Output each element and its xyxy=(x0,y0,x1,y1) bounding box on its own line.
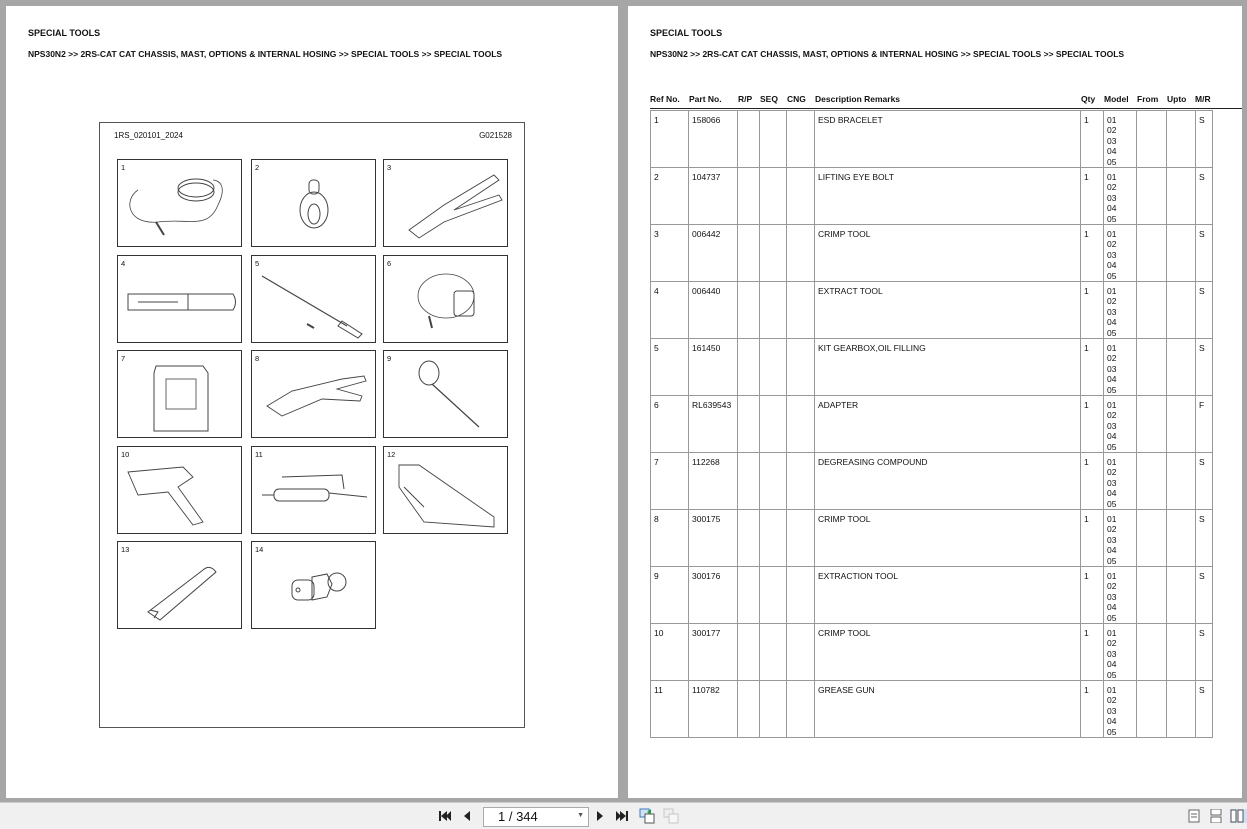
model-code: 04 xyxy=(1107,716,1117,727)
cell-rp xyxy=(738,111,760,167)
cell-ref-no: 5 xyxy=(651,339,689,395)
col-from: From xyxy=(1137,94,1159,104)
model-code: 02 xyxy=(1107,410,1117,421)
page-title: SPECIAL TOOLS xyxy=(650,28,723,38)
two-page-view-icon xyxy=(1230,809,1244,823)
next-view-icon xyxy=(663,808,679,824)
cell-from xyxy=(1137,681,1167,737)
cell-from xyxy=(1137,282,1167,338)
figure-code: 1RS_020101_2024 xyxy=(114,131,183,140)
model-code: 05 xyxy=(1107,441,1117,452)
cell-rp xyxy=(738,510,760,566)
cell-mr: S xyxy=(1199,286,1205,296)
cell-upto xyxy=(1167,168,1196,224)
table-row xyxy=(651,281,1212,338)
cell-from xyxy=(1137,225,1167,281)
cell-mr: S xyxy=(1199,115,1205,125)
viewer-toolbar xyxy=(0,802,1247,829)
model-code: 05 xyxy=(1107,669,1117,680)
breadcrumb: NPS30N2 >> 2RS-CAT CAT CHASSIS, MAST, OPTIONS & INTERNAL HOSING >> SPECIAL TOOLS >> SPECIAL TOOLS xyxy=(650,49,1125,59)
single-page-view-button[interactable] xyxy=(1187,809,1201,823)
cell-model xyxy=(1104,168,1137,224)
cell-cng xyxy=(787,339,815,395)
col-qty: Qty xyxy=(1081,94,1096,104)
gearbox-oil-filling-kit-icon xyxy=(252,256,375,342)
callout-number: 11 xyxy=(255,450,263,459)
cell-cng xyxy=(787,567,815,623)
cell-description: EXTRACTION TOOL xyxy=(815,567,1081,623)
figure-cell xyxy=(117,350,242,438)
cell-seq xyxy=(760,339,787,395)
continuous-view-icon xyxy=(1209,809,1223,823)
figure-cell xyxy=(383,446,508,534)
extraction-tool-icon xyxy=(384,351,507,437)
model-code: 03 xyxy=(1107,648,1117,659)
model-code: 01 xyxy=(1107,571,1117,581)
model-code: 04 xyxy=(1107,146,1117,157)
cell-upto xyxy=(1167,282,1196,338)
callout-number: 13 xyxy=(121,545,130,554)
cell-seq xyxy=(760,453,787,509)
col-ref-no: Ref No. xyxy=(650,94,680,104)
cell-from xyxy=(1137,339,1167,395)
table-row xyxy=(651,509,1212,566)
model-code: 01 xyxy=(1107,286,1117,296)
first-page-button[interactable] xyxy=(436,808,454,824)
right-page xyxy=(628,6,1242,798)
cell-part-no: 006440 xyxy=(689,282,738,338)
cell-model xyxy=(1104,282,1137,338)
model-code: 03 xyxy=(1107,420,1117,431)
cell-seq xyxy=(760,168,787,224)
cell-description: EXTRACT TOOL xyxy=(815,282,1081,338)
model-code: 02 xyxy=(1107,239,1117,250)
cell-upto xyxy=(1167,567,1196,623)
cell-from xyxy=(1137,624,1167,680)
col-part-no: Part No. xyxy=(689,94,722,104)
model-code: 03 xyxy=(1107,591,1117,602)
grease-gun-icon xyxy=(252,447,375,533)
crimp-tool-icon xyxy=(384,160,507,246)
cell-model xyxy=(1104,567,1137,623)
cell-mr: S xyxy=(1199,457,1205,467)
table-row xyxy=(651,395,1212,452)
cell-mr: S xyxy=(1199,514,1205,524)
cell-part-no: 300176 xyxy=(689,567,738,623)
model-code: 05 xyxy=(1107,156,1117,167)
table-row xyxy=(651,224,1212,281)
figure-cell xyxy=(251,541,376,629)
model-code: 04 xyxy=(1107,374,1117,385)
model-code: 03 xyxy=(1107,306,1117,317)
cell-model xyxy=(1104,396,1137,452)
cell-cng xyxy=(787,168,815,224)
cell-upto xyxy=(1167,681,1196,737)
cell-from xyxy=(1137,396,1167,452)
cell-mr: S xyxy=(1199,685,1205,695)
cell-seq xyxy=(760,225,787,281)
cell-rp xyxy=(738,339,760,395)
col-cng: CNG xyxy=(787,94,806,104)
model-code: 04 xyxy=(1107,659,1117,670)
cell-ref-no: 4 xyxy=(651,282,689,338)
model-code: 03 xyxy=(1107,135,1117,146)
two-page-view-button[interactable] xyxy=(1230,809,1247,823)
cell-cng xyxy=(787,396,815,452)
cell-qty: 1 xyxy=(1081,111,1104,167)
cell-description: LIFTING EYE BOLT xyxy=(815,168,1081,224)
cell-model xyxy=(1104,453,1137,509)
model-code: 01 xyxy=(1107,115,1117,125)
cell-upto xyxy=(1167,510,1196,566)
model-code: 04 xyxy=(1107,602,1117,613)
cell-part-no: 104737 xyxy=(689,168,738,224)
callout-number: 14 xyxy=(255,545,264,554)
esd-bracelet-icon xyxy=(118,160,241,246)
table-row xyxy=(651,110,1212,167)
figure-cell xyxy=(117,255,242,343)
parts-figure xyxy=(99,122,525,728)
cell-cng xyxy=(787,681,815,737)
cell-from xyxy=(1137,168,1167,224)
model-code: 05 xyxy=(1107,327,1117,338)
model-code: 01 xyxy=(1107,229,1117,239)
cell-part-no: RL639543 xyxy=(689,396,738,452)
cell-mr: S xyxy=(1199,172,1205,182)
cell-model xyxy=(1104,111,1137,167)
cell-description: ESD BRACELET xyxy=(815,111,1081,167)
page-number-select[interactable] xyxy=(483,807,589,827)
next-page-icon xyxy=(595,810,605,822)
cell-upto xyxy=(1167,396,1196,452)
cell-seq xyxy=(760,111,787,167)
cell-seq xyxy=(760,681,787,737)
cell-seq xyxy=(760,282,787,338)
callout-number: 6 xyxy=(387,259,392,268)
model-code: 04 xyxy=(1107,260,1117,271)
cell-part-no: 161450 xyxy=(689,339,738,395)
model-code: 04 xyxy=(1107,203,1117,214)
model-code: 04 xyxy=(1107,317,1117,328)
callout-number: 10 xyxy=(121,450,130,459)
cell-qty: 1 xyxy=(1081,510,1104,566)
model-code: 01 xyxy=(1107,514,1117,524)
cell-upto xyxy=(1167,111,1196,167)
grease-nipple-icon xyxy=(252,542,375,628)
cell-qty: 1 xyxy=(1081,225,1104,281)
model-code: 04 xyxy=(1107,545,1117,556)
cell-description: CRIMP TOOL xyxy=(815,510,1081,566)
callout-number: 1 xyxy=(121,163,126,172)
model-code: 03 xyxy=(1107,534,1117,545)
cell-model xyxy=(1104,339,1137,395)
cell-qty: 1 xyxy=(1081,282,1104,338)
cell-upto xyxy=(1167,339,1196,395)
cell-ref-no: 3 xyxy=(651,225,689,281)
model-code: 01 xyxy=(1107,343,1117,353)
cell-seq xyxy=(760,624,787,680)
callout-number: 2 xyxy=(255,163,260,172)
col-rp: R/P xyxy=(738,94,753,104)
model-code: 02 xyxy=(1107,125,1117,136)
model-code: 03 xyxy=(1107,249,1117,260)
model-code: 05 xyxy=(1107,498,1117,509)
cell-ref-no: 6 xyxy=(651,396,689,452)
table-row xyxy=(651,623,1212,680)
cell-description: CRIMP TOOL xyxy=(815,624,1081,680)
cell-description: ADAPTER xyxy=(815,396,1081,452)
cell-seq xyxy=(760,510,787,566)
cell-model xyxy=(1104,624,1137,680)
cell-seq xyxy=(760,567,787,623)
cell-description: KIT GEARBOX,OIL FILLING xyxy=(815,339,1081,395)
figure-cell xyxy=(383,159,508,247)
cell-rp xyxy=(738,681,760,737)
cell-from xyxy=(1137,111,1167,167)
cell-cng xyxy=(787,225,815,281)
cell-qty: 1 xyxy=(1081,567,1104,623)
cell-qty: 1 xyxy=(1081,453,1104,509)
model-code: 02 xyxy=(1107,353,1117,364)
cell-part-no: 158066 xyxy=(689,111,738,167)
table-row xyxy=(651,338,1212,395)
figure-cell xyxy=(251,350,376,438)
cell-part-no: 112268 xyxy=(689,453,738,509)
cell-qty: 1 xyxy=(1081,681,1104,737)
cell-part-no: 300175 xyxy=(689,510,738,566)
col-upto: Upto xyxy=(1167,94,1187,104)
cell-mr: S xyxy=(1199,628,1205,638)
degreasing-compound-icon xyxy=(118,351,241,437)
col-seq: SEQ xyxy=(760,94,778,104)
left-page xyxy=(6,6,618,798)
table-row xyxy=(651,680,1212,737)
cell-cng xyxy=(787,453,815,509)
next-view-button[interactable] xyxy=(662,808,680,824)
callout-number: 9 xyxy=(387,354,392,363)
figure-cell xyxy=(117,541,242,629)
cell-ref-no: 9 xyxy=(651,567,689,623)
figure-cell xyxy=(117,446,242,534)
model-code: 01 xyxy=(1107,628,1117,638)
cell-rp xyxy=(738,282,760,338)
cell-description: CRIMP TOOL xyxy=(815,225,1081,281)
cell-cng xyxy=(787,111,815,167)
cell-qty: 1 xyxy=(1081,624,1104,680)
model-code: 05 xyxy=(1107,555,1117,566)
model-code: 05 xyxy=(1107,270,1117,281)
table-header xyxy=(650,94,1242,109)
table-row xyxy=(651,167,1212,224)
callout-number: 4 xyxy=(121,259,126,268)
cell-part-no: 300177 xyxy=(689,624,738,680)
cell-cng xyxy=(787,624,815,680)
cell-qty: 1 xyxy=(1081,168,1104,224)
crimp-tool-icon xyxy=(252,351,375,437)
model-code: 03 xyxy=(1107,705,1117,716)
cell-ref-no: 1 xyxy=(651,111,689,167)
breadcrumb: NPS30N2 >> 2RS-CAT CAT CHASSIS, MAST, OPTIONS & INTERNAL HOSING >> SPECIAL TOOLS >> SPECIAL TOOLS xyxy=(28,49,503,59)
figure-cell xyxy=(251,159,376,247)
cell-rp xyxy=(738,225,760,281)
cell-upto xyxy=(1167,453,1196,509)
previous-page-icon xyxy=(462,810,472,822)
cell-seq xyxy=(760,396,787,452)
model-code: 05 xyxy=(1107,213,1117,224)
page-title: SPECIAL TOOLS xyxy=(28,28,101,38)
callout-number: 12 xyxy=(387,450,396,459)
cell-ref-no: 2 xyxy=(651,168,689,224)
col-model: Model xyxy=(1104,94,1129,104)
parts-table xyxy=(650,110,1213,738)
crimp-tool-icon xyxy=(118,447,241,533)
cell-part-no: 006442 xyxy=(689,225,738,281)
cell-description: GREASE GUN xyxy=(815,681,1081,737)
previous-view-button[interactable] xyxy=(638,808,656,824)
figure-cell xyxy=(383,350,508,438)
cell-from xyxy=(1137,567,1167,623)
socket-tool-icon xyxy=(118,542,241,628)
cell-rp xyxy=(738,396,760,452)
figure-cell xyxy=(251,446,376,534)
cell-model xyxy=(1104,510,1137,566)
previous-page-button[interactable] xyxy=(458,808,476,824)
model-code: 01 xyxy=(1107,685,1117,695)
cell-mr: S xyxy=(1199,343,1205,353)
callout-number: 7 xyxy=(121,354,126,363)
cell-cng xyxy=(787,282,815,338)
ramp-icon xyxy=(384,447,507,533)
cell-upto xyxy=(1167,225,1196,281)
figure-cell xyxy=(251,255,376,343)
model-code: 02 xyxy=(1107,638,1117,649)
cell-ref-no: 8 xyxy=(651,510,689,566)
first-page-icon xyxy=(438,810,452,822)
dropdown-arrow-icon: ▼ xyxy=(577,812,584,819)
cell-upto xyxy=(1167,624,1196,680)
cell-description: DEGREASING COMPOUND xyxy=(815,453,1081,509)
model-code: 01 xyxy=(1107,400,1117,410)
model-code: 04 xyxy=(1107,431,1117,442)
lifting-eye-bolt-icon xyxy=(252,160,375,246)
model-code: 03 xyxy=(1107,192,1117,203)
cell-rp xyxy=(738,168,760,224)
model-code: 01 xyxy=(1107,172,1117,182)
callout-number: 8 xyxy=(255,354,260,363)
model-code: 02 xyxy=(1107,467,1117,478)
page-indicator: 1 / 344 xyxy=(498,809,538,824)
cell-from xyxy=(1137,510,1167,566)
next-page-button[interactable] xyxy=(591,808,609,824)
table-row xyxy=(651,566,1212,623)
figure-cell xyxy=(117,159,242,247)
model-code: 05 xyxy=(1107,612,1117,623)
model-code: 03 xyxy=(1107,363,1117,374)
cell-ref-no: 10 xyxy=(651,624,689,680)
adapter-icon xyxy=(384,256,507,342)
model-code: 04 xyxy=(1107,488,1117,499)
cell-mr: S xyxy=(1199,229,1205,239)
model-code: 01 xyxy=(1107,457,1117,467)
model-code: 05 xyxy=(1107,384,1117,395)
extract-tool-icon xyxy=(118,256,241,342)
cell-rp xyxy=(738,567,760,623)
model-code: 02 xyxy=(1107,524,1117,535)
model-code: 02 xyxy=(1107,296,1117,307)
continuous-view-button[interactable] xyxy=(1209,809,1223,823)
model-code: 02 xyxy=(1107,182,1117,193)
cell-ref-no: 11 xyxy=(651,681,689,737)
figure-cell xyxy=(383,255,508,343)
callout-number: 3 xyxy=(387,163,392,172)
model-code: 03 xyxy=(1107,477,1117,488)
model-code: 02 xyxy=(1107,581,1117,592)
last-page-button[interactable] xyxy=(613,808,631,824)
col-description: Description Remarks xyxy=(815,94,901,104)
model-code: 02 xyxy=(1107,695,1117,706)
cell-ref-no: 7 xyxy=(651,453,689,509)
col-mr: M/R xyxy=(1195,94,1211,104)
figure-id: G021528 xyxy=(479,131,512,140)
cell-mr: S xyxy=(1199,571,1205,581)
cell-model xyxy=(1104,225,1137,281)
table-row xyxy=(651,452,1212,509)
cell-mr: F xyxy=(1199,400,1205,410)
last-page-icon xyxy=(615,810,629,822)
cell-rp xyxy=(738,453,760,509)
single-page-view-icon xyxy=(1187,809,1201,823)
callout-number: 5 xyxy=(255,259,260,268)
model-code: 05 xyxy=(1107,726,1117,737)
cell-cng xyxy=(787,510,815,566)
cell-rp xyxy=(738,624,760,680)
cell-qty: 1 xyxy=(1081,396,1104,452)
cell-qty: 1 xyxy=(1081,339,1104,395)
previous-view-icon xyxy=(639,808,655,824)
cell-from xyxy=(1137,453,1167,509)
cell-model xyxy=(1104,681,1137,737)
cell-part-no: 110782 xyxy=(689,681,738,737)
